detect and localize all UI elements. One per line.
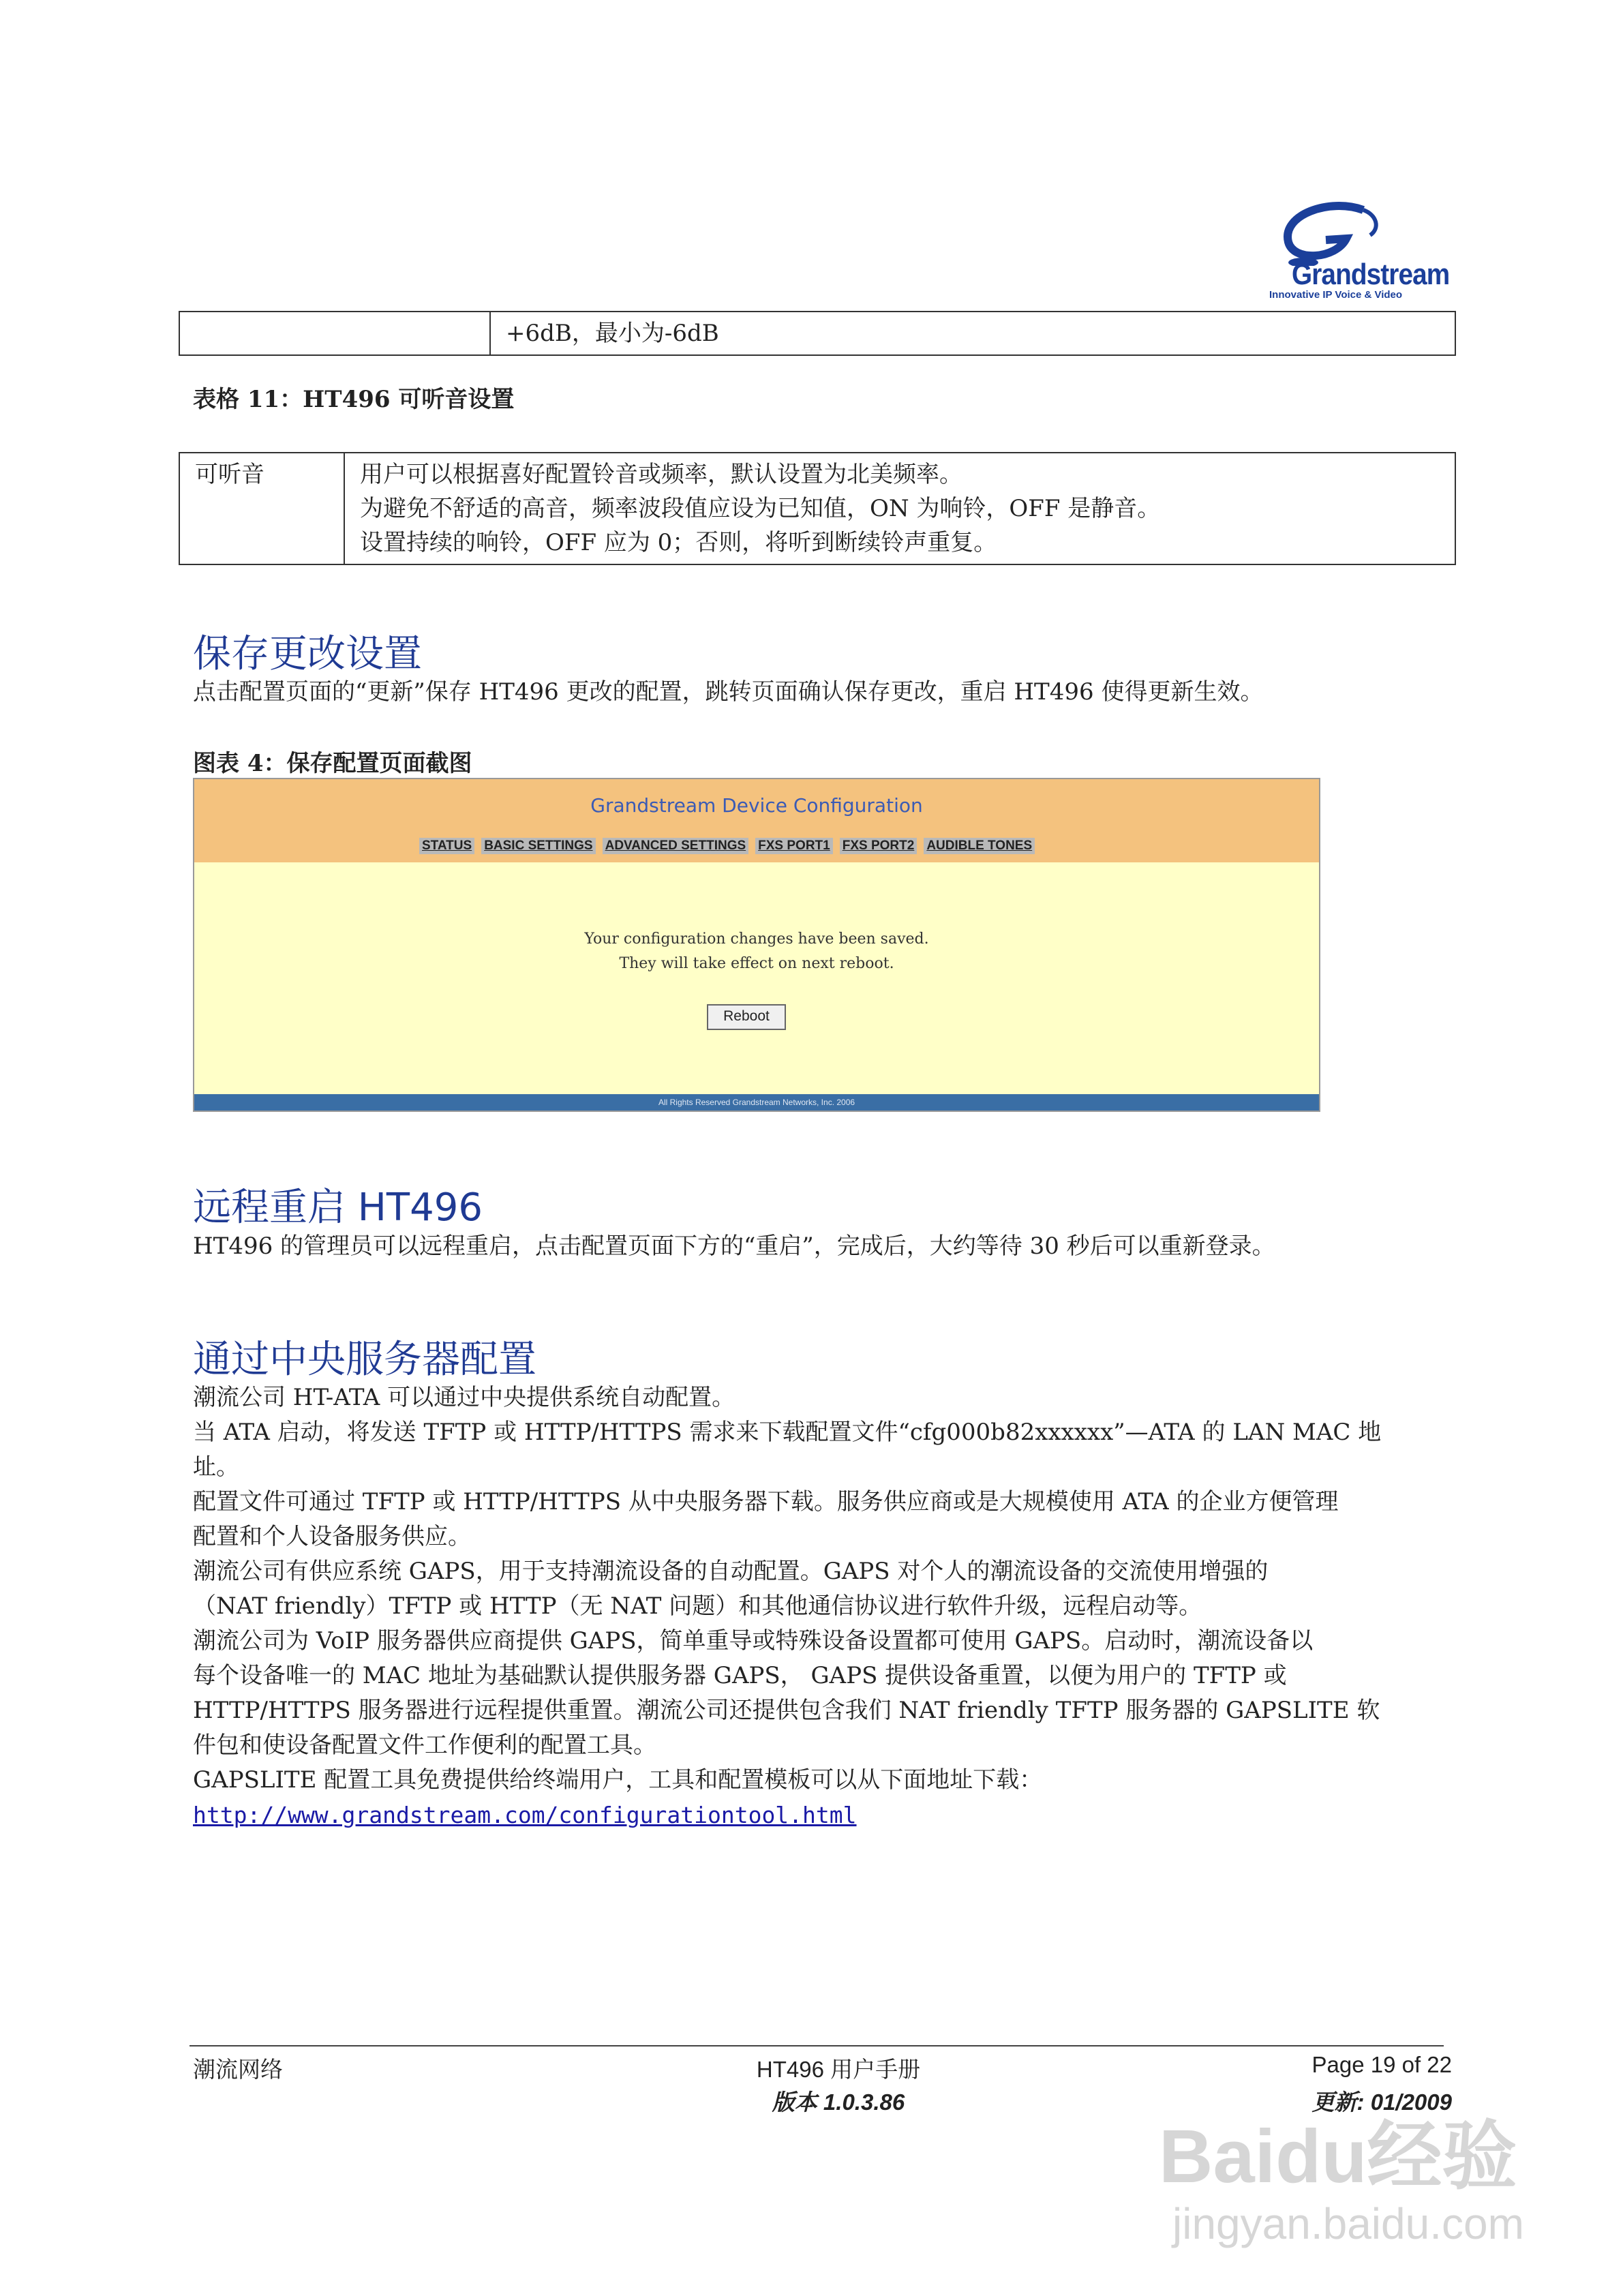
table-cell-empty [179,312,490,355]
reboot-body: HT496 的管理员可以远程重启，点击配置页面下方的“重启”，完成后，大约等待 30 秒后可以重新登录。 [193,1233,1275,1260]
nav-basic-settings[interactable]: BASIC SETTINGS [481,838,595,854]
reboot-button[interactable]: Reboot [707,1004,786,1030]
screenshot-header [194,779,1319,862]
screenshot-footer: All Rights Reserved Grandstream Networks, Inc. 2006 [194,1094,1319,1111]
reboot-notice: They will take effect on next reboot. [619,955,894,972]
footer-company: 潮流网络 [193,2057,283,2082]
central-line: 配置文件可通过 TFTP 或 HTTP/HTTPS 从中央服务器下载。服务供应商或是大规模使用 ATA 的企业方便管理 [193,1488,1339,1515]
central-line: 每个设备唯一的 MAC 地址为基础默认提供服务器 GAPS， GAPS 提供设备重置，以便为用户的 TFTP 或 [193,1662,1287,1689]
saved-message: Your configuration changes have been saved. [584,931,929,948]
grandstream-g-icon [1261,198,1438,266]
config-tool-link[interactable]: http://www.grandstream.com/configurationtool.html [193,1802,857,1828]
heading-save: 保存更改设置 [193,632,422,676]
table11-description [344,453,1455,564]
config-saved-screenshot [193,778,1320,1112]
nav-advanced-settings[interactable]: ADVANCED SETTINGS [603,838,749,854]
heading-remote-reboot: 远程重启 HT496 [193,1185,483,1230]
watermark-brand: Baidu经验 [1159,2115,1517,2199]
nav-audible-tones[interactable]: AUDIBLE TONES [924,838,1035,854]
central-line: HTTP/HTTPS 服务器进行远程提供重置。潮流公司还提供包含我们 NAT friendly TFTP 服务器的 GAPSLITE 软 [193,1697,1380,1724]
nav-fxs-port2[interactable]: FXS PORT2 [840,838,917,854]
watermark-url: jingyan.baidu.com [1172,2199,1524,2248]
heading-central-config: 通过中央服务器配置 [193,1338,536,1382]
table11-label: 可听音 [179,453,344,564]
footer-divider [189,2045,1444,2046]
central-body [193,1380,1529,1833]
screenshot-nav [419,838,1035,854]
central-line: 当 ATA 启动，将发送 TFTP 或 HTTP/HTTPS 需求来下载配置文件“cfg000b82xxxxxx”—ATA 的 LAN MAC 地 [193,1419,1382,1446]
central-line: 潮流公司为 VoIP 服务器供应商提供 GAPS，简单重导或特殊设备设置都可使用 GAPS。启动时，潮流设备以 [193,1627,1314,1655]
central-line: 址。 [193,1453,239,1481]
table11-line: 用户可以根据喜好配置铃音或频率，默认设置为北美频率。 [360,461,962,488]
footer-page: Page 19 of 22 [1311,2052,1452,2077]
table-cell-value: +6dB，最小为-6dB [490,312,1455,355]
nav-fxs-port1[interactable]: FXS PORT1 [755,838,833,854]
central-line: 潮流公司有供应系统 GAPS，用于支持潮流设备的自动配置。GAPS 对个人的潮流设备的交流使用增强的 [193,1558,1269,1585]
table11-line: 设置持续的响铃，OFF 应为 0；否则，将听到断续铃声重复。 [360,529,997,556]
table11 [179,452,1456,565]
central-line: 件包和使设备配置文件工作便利的配置工具。 [193,1732,656,1759]
central-line: （NAT friendly）TFTP 或 HTTP（无 NAT 问题）和其他通信协议进行软件升级，远程启动等。 [193,1592,1202,1620]
brand-tagline: Innovative IP Voice & Video [1269,289,1403,301]
table11-line: 为避免不舒适的高音，频率波段值应设为已知值，ON 为响铃，OFF 是静音。 [360,495,1161,522]
grandstream-logo [1261,198,1450,307]
table11-caption: 表格 11：HT496 可听音设置 [193,386,515,413]
figure4-caption: 图表 4：保存配置页面截图 [193,750,472,777]
central-line: 潮流公司 HT-ATA 可以通过中央提供系统自动配置。 [193,1384,735,1411]
central-line: 配置和个人设备服务供应。 [193,1523,471,1550]
table-top-continuation [179,311,1456,356]
nav-status[interactable]: STATUS [419,838,474,854]
footer-version: 版本 1.0.3.86 [772,2089,905,2115]
footer-updated: 更新: 01/2009 [1311,2089,1452,2115]
brand-name: Grandstream [1292,258,1450,291]
central-line: GAPSLITE 配置工具免费提供给终端用户，工具和配置模板可以从下面地址下载： [193,1766,1043,1794]
screenshot-title: Grandstream Device Configuration [590,794,923,817]
save-body: 点击配置页面的“更新”保存 HT496 更改的配置，跳转页面确认保存更改，重启 HT496 使得更新生效。 [193,678,1264,706]
footer-manual: HT496 用户手册 [756,2057,921,2082]
